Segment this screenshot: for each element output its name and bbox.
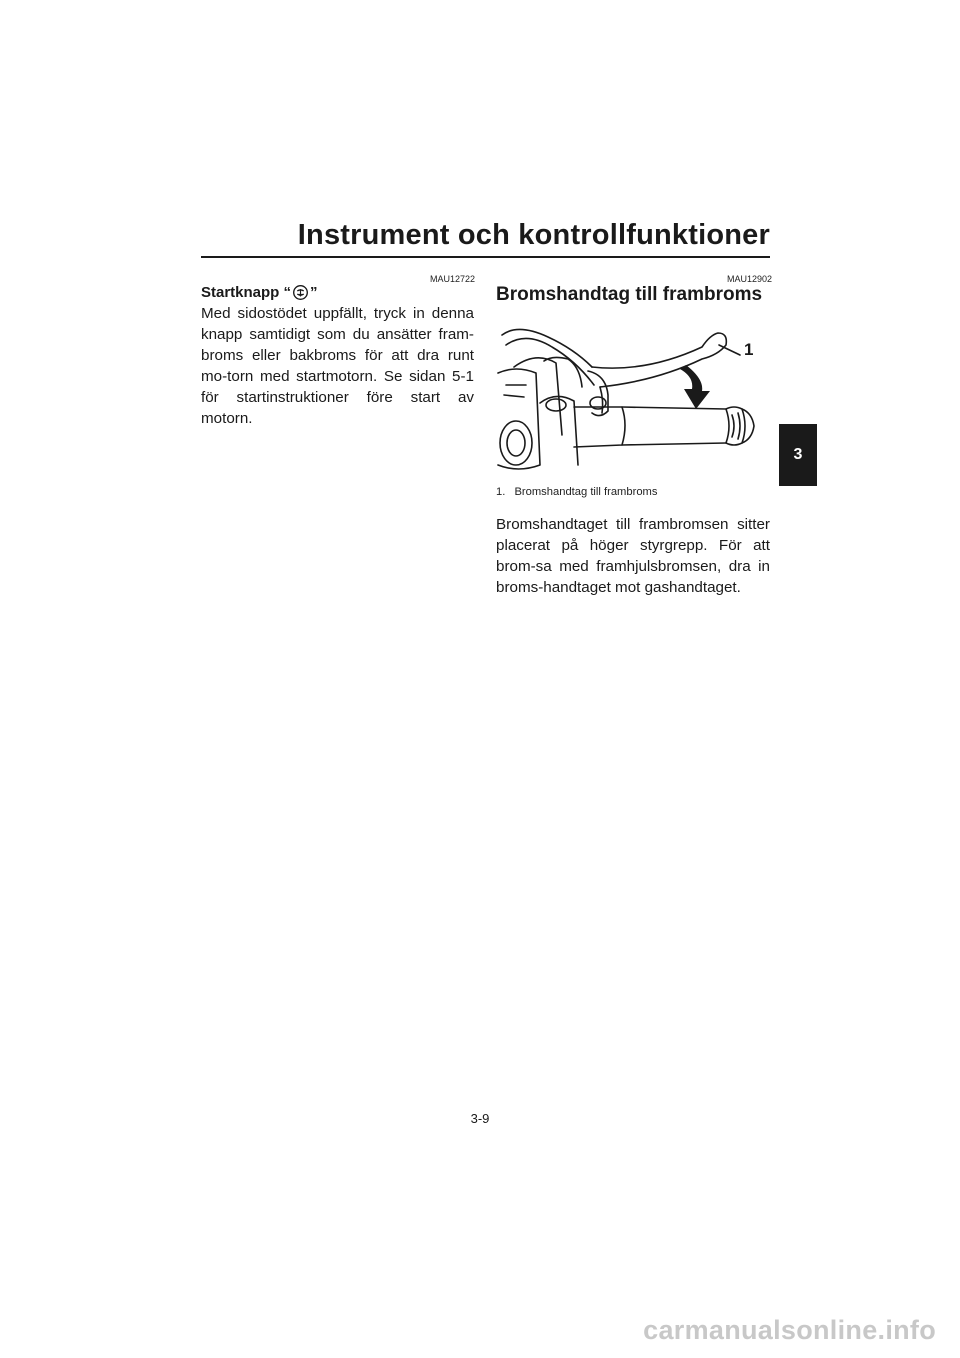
section-code: MAU12902 bbox=[727, 274, 773, 284]
engine-start-symbol-icon bbox=[292, 284, 309, 301]
brake-lever-illustration bbox=[496, 315, 770, 475]
figure-callout-1: 1 bbox=[744, 340, 754, 359]
title-rule bbox=[201, 256, 770, 258]
brake-lever-body-container bbox=[496, 512, 770, 598]
handlebar-drawing bbox=[496, 315, 770, 475]
chapter-tab bbox=[779, 424, 817, 486]
section-code: MAU12722 bbox=[430, 274, 476, 284]
page-title: Instrument och kontrollfunktioner bbox=[297, 219, 770, 251]
brake-lever-heading: Bromshandtag till frambroms bbox=[496, 284, 763, 305]
start-button-body: Med sidostödet uppfällt, tryck in denna knapp samtidigt som du ansätter fram-broms eller bakbroms för att dra runt mo-torn med startmotorn. Se sidan 5-1 för startinstruktioner före start av motorn. bbox=[201, 305, 474, 427]
right-column bbox=[496, 284, 770, 306]
figure-caption bbox=[496, 486, 657, 498]
chapter-tab-label: 3 bbox=[793, 446, 803, 463]
left-column bbox=[201, 284, 474, 429]
caption-number: 1. bbox=[496, 486, 506, 498]
heading-prefix: Startknapp “ bbox=[201, 284, 292, 301]
brake-lever-body: Bromshandtaget till frambromsen sitter placerat på höger styrgrepp. För att brom-sa med framhjulsbromsen, dra in broms-handtaget mot gashandtaget. bbox=[496, 516, 770, 596]
page-number: 3-9 bbox=[470, 1111, 490, 1126]
watermark: carmanualsonline.info bbox=[643, 1315, 936, 1345]
caption-text: Bromshandtag till frambroms bbox=[514, 486, 658, 498]
start-button-heading bbox=[201, 284, 474, 301]
heading-suffix: ” bbox=[310, 284, 318, 301]
